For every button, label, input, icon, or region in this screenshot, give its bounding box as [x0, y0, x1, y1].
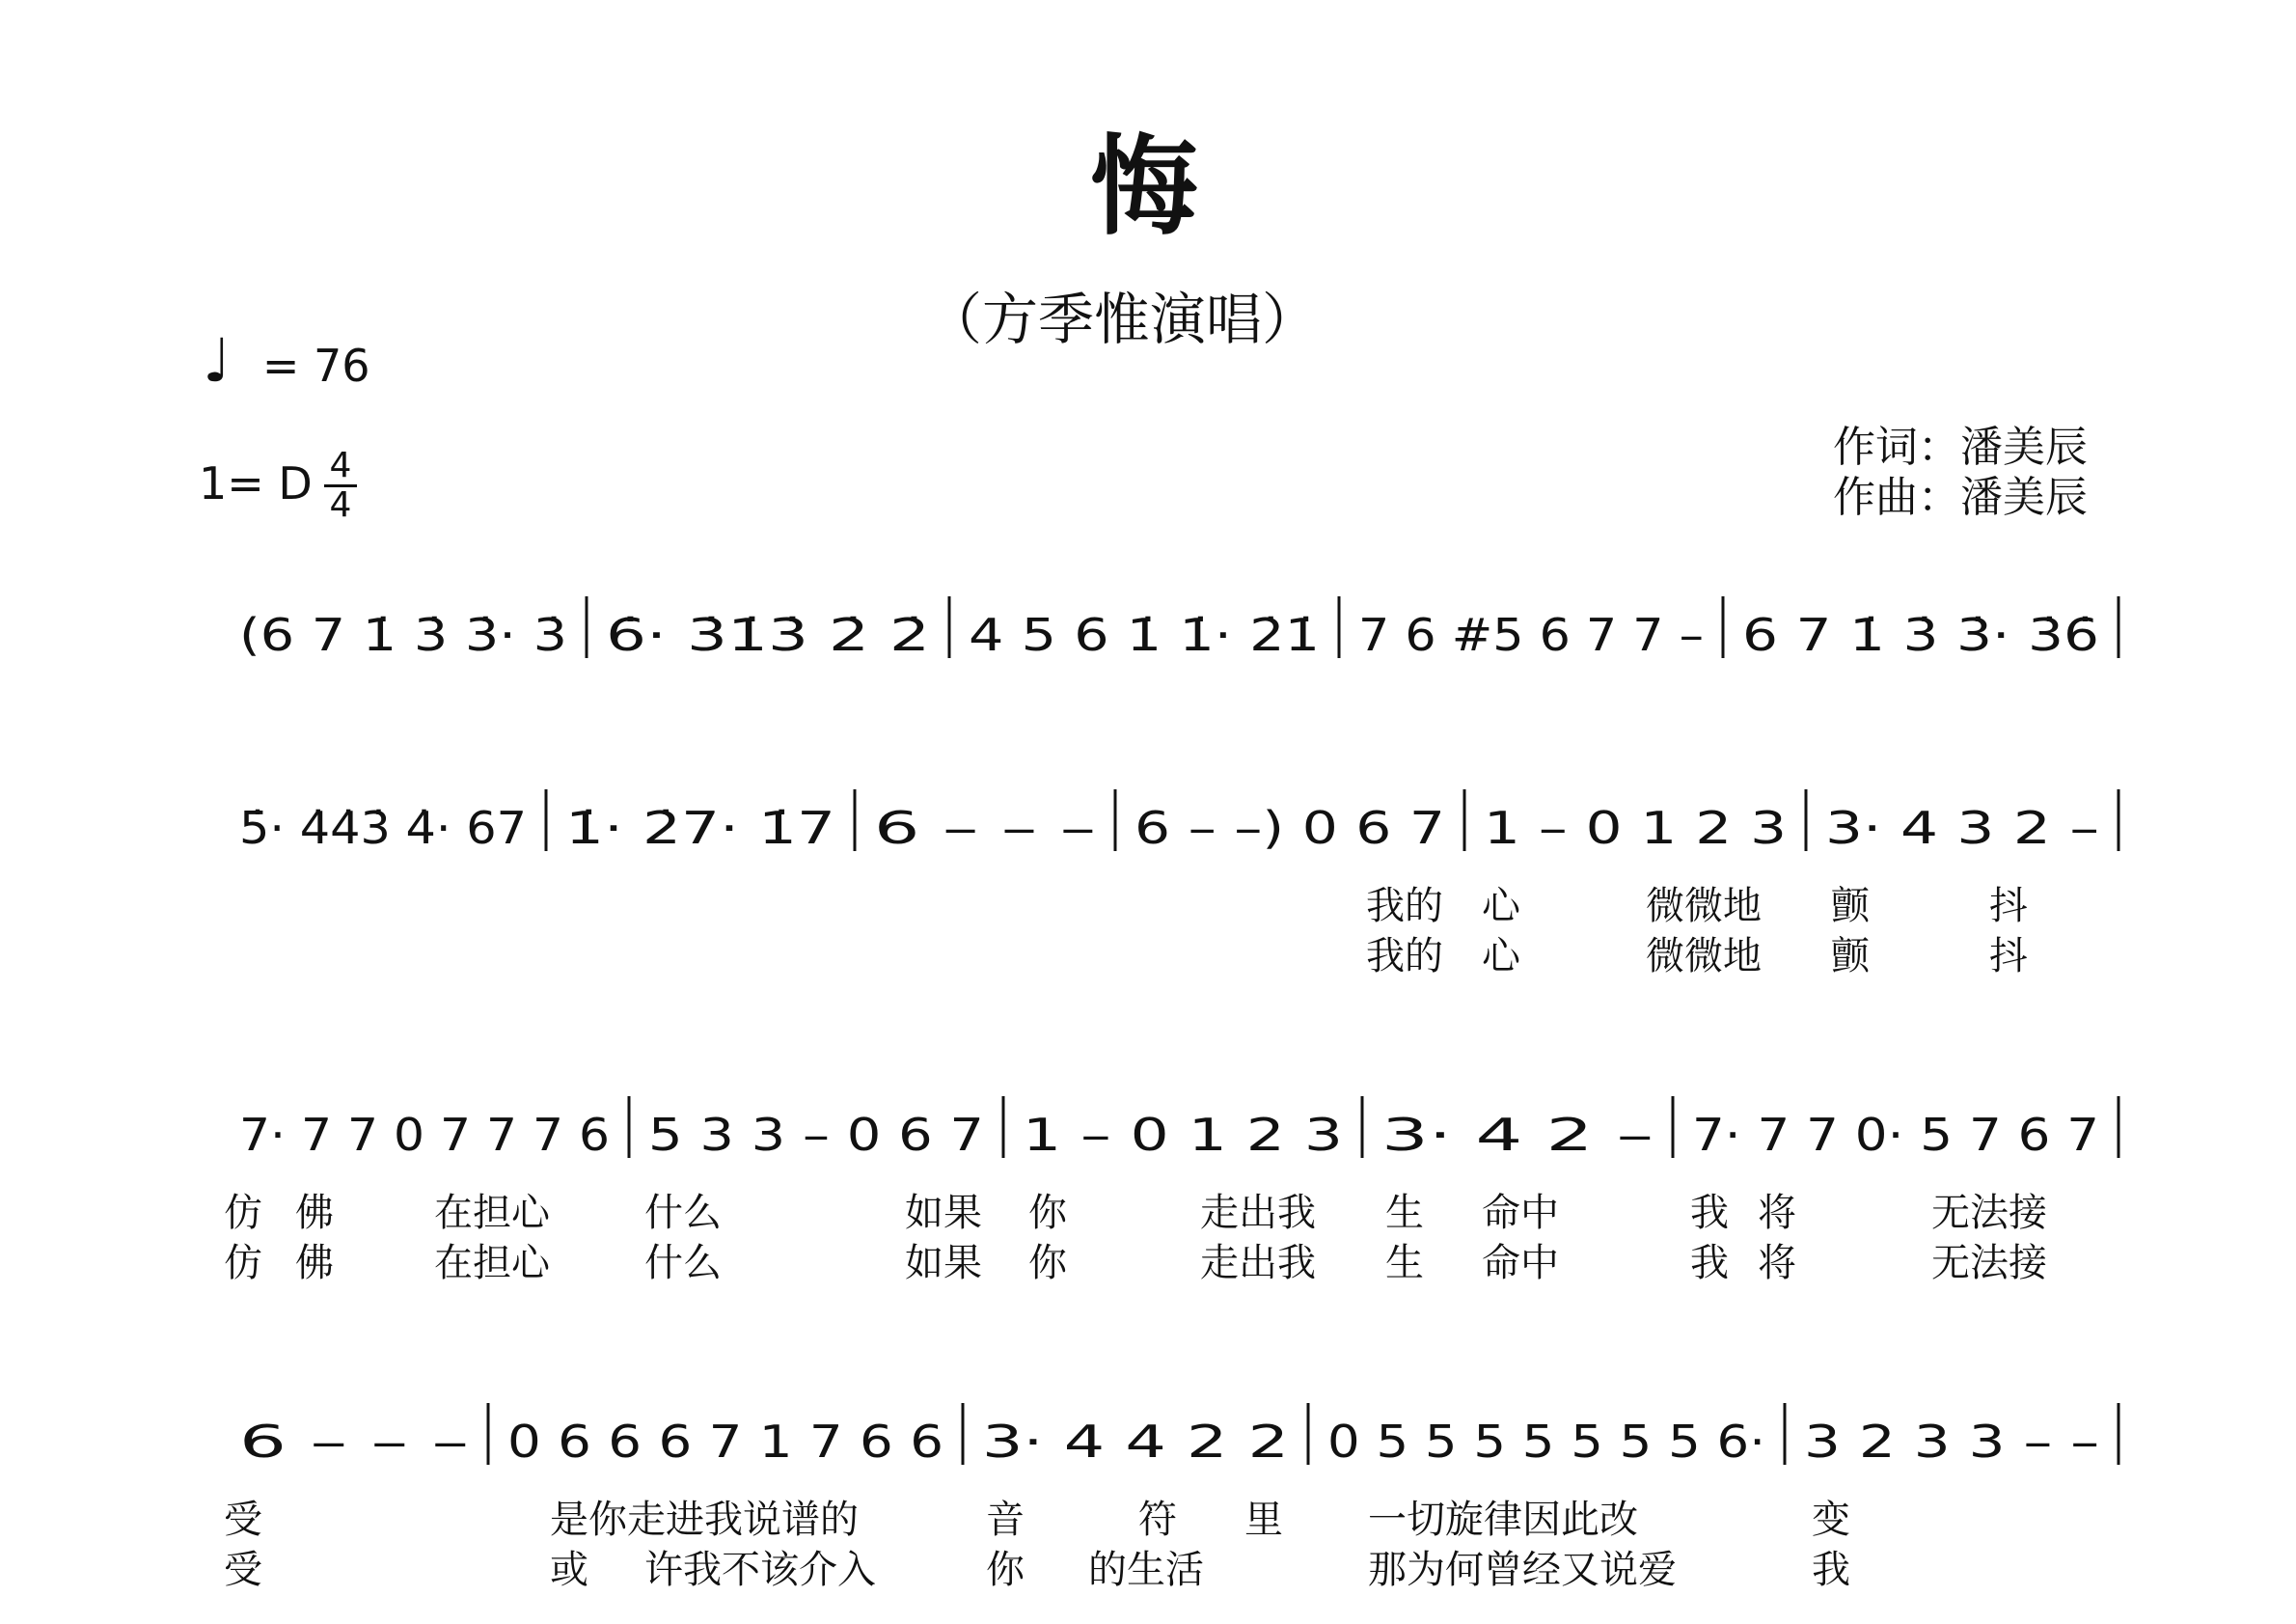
- lyric-syllables: 佛: [295, 1241, 334, 1285]
- lyric-syllables: 的生活: [1088, 1548, 1204, 1592]
- lyric-syllables: 符: [1138, 1498, 1177, 1542]
- lyric-syllables: 佛: [295, 1191, 334, 1235]
- page-subtitle: （方季惟演唱）: [926, 287, 1319, 352]
- lyric-syllables: 颤: [1831, 934, 1870, 978]
- lyric-syllables: 或: [550, 1548, 588, 1592]
- lyric-syllables: 如果: [905, 1191, 982, 1235]
- measure: 0 6 6 6 7 1 7 6 6: [507, 1416, 943, 1468]
- lyric-syllables: 微微地: [1646, 884, 1762, 928]
- lyricist-credit: 作词：潘美辰: [1833, 423, 2088, 472]
- lyric-syllables: 什么: [644, 1241, 722, 1285]
- measure: 6 7 1̇ 3̇ 3̇· 3̇6̇: [1742, 609, 2099, 661]
- measure: 6̇· 3̇1̇3̇ 2̇ 2̇: [606, 609, 930, 661]
- measure: 3· 4 4 2 2: [982, 1416, 1289, 1468]
- measure: 5 3 3 – 0 6 7: [648, 1109, 984, 1161]
- lyric-syllables: 如果: [905, 1241, 982, 1285]
- lyric-syllables: 将: [1758, 1241, 1796, 1285]
- measure: 1̇· 2̇7· 1̇7: [565, 802, 835, 854]
- measure: 1 – 0 1 2 3: [1484, 802, 1787, 854]
- lyric-syllables: 抖: [1989, 884, 2028, 928]
- lyric-syllables: 无法接: [1931, 1241, 2047, 1285]
- score-system-4: [224, 1403, 2118, 1592]
- lyric-syllables: 仿: [224, 1191, 262, 1235]
- composer-credit: 作曲：潘美辰: [1833, 473, 2088, 522]
- measure: 5̇· 4̇4̇3̇ 4̇· 67: [239, 802, 527, 854]
- lyric-syllables: 我: [1690, 1241, 1729, 1285]
- lyric-syllables: 命中: [1482, 1241, 1559, 1285]
- lyric-syllables: 音: [986, 1498, 1025, 1542]
- lyric-syllables: 命中: [1482, 1191, 1559, 1235]
- measure: 1 – 0 1 2 3: [1023, 1109, 1343, 1161]
- score-system-3: [224, 1096, 2118, 1285]
- lyric-syllables: 里: [1244, 1498, 1283, 1542]
- lyric-syllables: 在担心: [434, 1241, 550, 1285]
- time-signature-bottom: 4: [329, 485, 352, 525]
- tempo-value: = 76: [261, 340, 370, 392]
- measure: 7· 7 7 0 7 7 7 6: [239, 1109, 610, 1161]
- time-signature-top: 4: [329, 446, 352, 485]
- measure: (6 7 1̇ 3̇ 3̇· 3̇: [239, 609, 567, 661]
- measure: 0 5 5 5 5 5 5 5 6·: [1327, 1416, 1765, 1468]
- lyric-syllables: 我: [1690, 1191, 1729, 1235]
- lyric-syllables: 在担心: [434, 1191, 550, 1235]
- measure: 3 2 3 3 – –: [1804, 1416, 2099, 1468]
- measure: 4 5 6 1̇ 1̇· 2̇1̇: [969, 609, 1320, 661]
- lyric-syllables: 生: [1385, 1191, 1424, 1235]
- measure: 3· 4 3 2 –: [1825, 802, 2099, 854]
- lyric-syllables: 仿: [224, 1241, 262, 1285]
- quarter-note-icon: ♩: [203, 325, 232, 396]
- lyric-syllables: 你: [1028, 1241, 1067, 1285]
- lyric-syllables: 生: [1385, 1241, 1424, 1285]
- lyric-syllables: 走出我: [1200, 1191, 1316, 1235]
- key-label: 1= D: [199, 457, 313, 509]
- lyric-syllables: 什么: [644, 1191, 722, 1235]
- lyric-syllables: 你: [1028, 1191, 1067, 1235]
- measure: 3· 4 2 –: [1381, 1109, 1654, 1161]
- lyric-syllables: 走出我: [1200, 1241, 1316, 1285]
- lyric-syllables: 抖: [1989, 934, 2028, 978]
- measure: 6 – – –: [874, 802, 1096, 854]
- measure: 6 – –) 0 6 7: [1134, 802, 1445, 854]
- lyric-syllables: 无法接: [1931, 1191, 2047, 1235]
- lyric-syllables: 一切旋律因此改: [1368, 1498, 1638, 1542]
- lyric-syllables: 将: [1758, 1191, 1796, 1235]
- page-title: 悔: [1090, 124, 1198, 250]
- measure: 7 6 #5 6 7 7 –: [1358, 609, 1704, 661]
- lyric-syllables: 受: [224, 1548, 262, 1592]
- score-system-1: [239, 596, 2118, 661]
- score-system-2: [239, 789, 2118, 978]
- lyric-syllables: 你: [986, 1548, 1025, 1592]
- measure: 7· 7 7 0· 5 7 6 7: [1692, 1109, 2099, 1161]
- lyric-syllables: 我的: [1366, 934, 1443, 978]
- lyric-syllables: 是你走进我说谱的: [550, 1498, 859, 1542]
- lyric-syllables: 微微地: [1646, 934, 1762, 978]
- lyric-syllables: 心: [1482, 934, 1520, 978]
- lyric-syllables: 我的: [1366, 884, 1443, 928]
- lyric-syllables: 变: [1812, 1498, 1850, 1542]
- measure: 6 – – –: [239, 1416, 469, 1468]
- lyric-syllables: 心: [1482, 884, 1520, 928]
- lyric-syllables: 颤: [1831, 884, 1870, 928]
- lyric-syllables: 那为何曾经又说爱: [1368, 1548, 1677, 1592]
- lyric-syllables: 许我不该介入: [644, 1548, 876, 1592]
- lyric-syllables: 受: [224, 1498, 262, 1542]
- lyric-syllables: 我: [1812, 1548, 1850, 1592]
